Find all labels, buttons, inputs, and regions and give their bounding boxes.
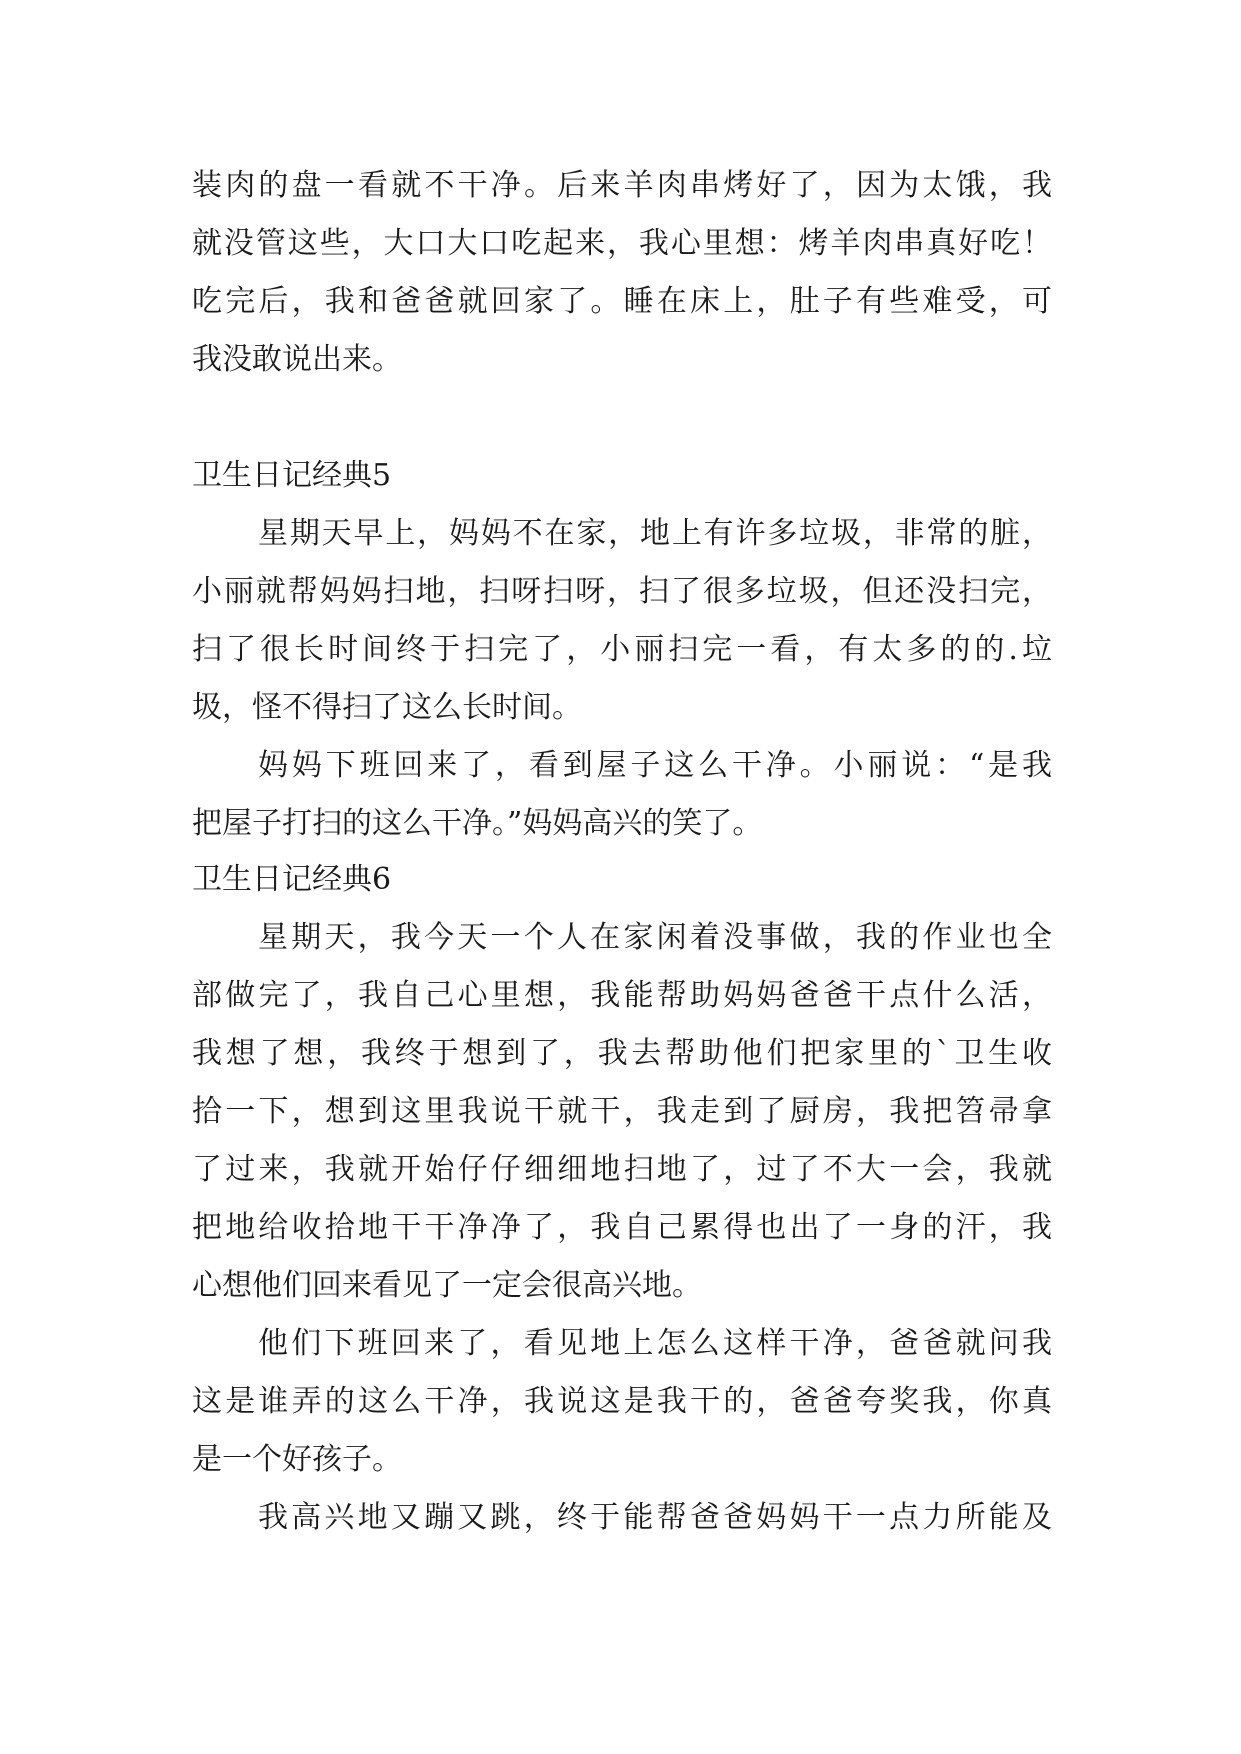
text-line: 装肉的盘一看就不干净。后来羊肉串烤好了，因为太饿，我	[192, 168, 1052, 203]
text-line: 我想了想，我终于想到了，我去帮助他们把家里的`卫生收	[192, 1036, 1052, 1071]
text-line: 小丽就帮妈妈扫地，扫呀扫呀，扫了很多垃圾，但还没扫完，	[192, 574, 1052, 609]
text-line: 扫了很长时间终于扫完了，小丽扫完一看，有太多的的.垃	[192, 632, 1052, 667]
section-title: 卫生日记经典5	[192, 458, 392, 493]
text-line: 拾一下，想到这里我说干就干，我走到了厨房，我把笤帚拿	[192, 1094, 1052, 1129]
text-line: 吃完后，我和爸爸就回家了。睡在床上，肚子有些难受，可	[192, 284, 1052, 319]
text-line: 把屋子打扫的这么干净。”妈妈高兴的笑了。	[192, 806, 763, 841]
text-line: 部做完了，我自己心里想，我能帮助妈妈爸爸干点什么活，	[192, 978, 1052, 1013]
text-line: 把地给收拾地干干净净了，我自己累得也出了一身的汗，我	[192, 1210, 1052, 1245]
text-line: 星期天早上，妈妈不在家，地上有许多垃圾，非常的脏，	[258, 516, 1052, 551]
text-line: 了过来，我就开始仔仔细细地扫地了，过了不大一会，我就	[192, 1152, 1052, 1187]
text-line: 星期天，我今天一个人在家闲着没事做，我的作业也全	[258, 920, 1052, 955]
section-title: 卫生日记经典6	[192, 862, 392, 897]
text-line: 心想他们回来看见了一定会很高兴地。	[192, 1268, 702, 1303]
text-line: 就没管这些，大口大口吃起来，我心里想：烤羊肉串真好吃！	[192, 226, 1052, 261]
text-line: 妈妈下班回来了，看到屋子这么干净。小丽说：“是我	[258, 748, 1052, 783]
text-line: 这是谁弄的这么干净，我说这是我干的，爸爸夸奖我，你真	[192, 1384, 1052, 1419]
text-line: 是一个好孩子。	[192, 1442, 402, 1477]
text-line: 他们下班回来了，看见地上怎么这样干净，爸爸就问我	[258, 1326, 1052, 1361]
text-line: 我没敢说出来。	[192, 342, 402, 377]
text-line: 我高兴地又蹦又跳，终于能帮爸爸妈妈干一点力所能及	[258, 1500, 1052, 1535]
text-line: 圾，怪不得扫了这么长时间。	[192, 690, 582, 725]
